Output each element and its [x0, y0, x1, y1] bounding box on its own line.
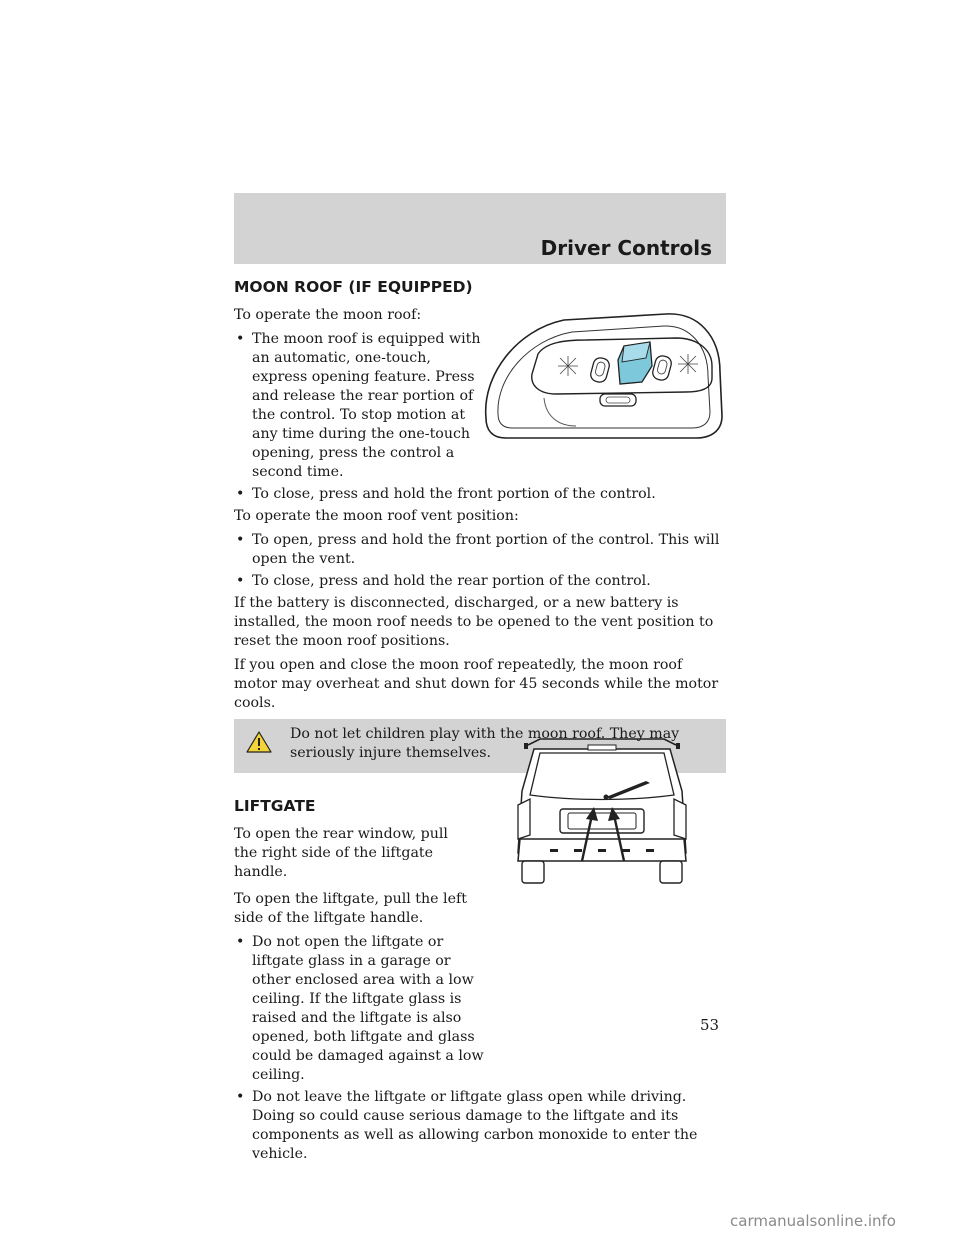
section-header-band [234, 193, 726, 264]
watermark: carmanualsonline.info [730, 1212, 896, 1230]
page-content [234, 278, 726, 1167]
overheat-paragraph: If you open and close the moon roof repeatedly, the moon roof motor may overheat and shut down for 45 seconds while the motor cools. [234, 657, 719, 711]
moon-roof-heading: MOON ROOF (IF EQUIPPED) [234, 278, 473, 296]
vent-intro: To operate the moon roof vent position: [234, 508, 519, 524]
liftgate-bullet-ceiling: • Do not open the liftgate or liftgate glass in a garage or other enclosed area with a low ceiling. If the liftgate glass is raised and the liftgate is also opened, both liftgate and glass could be damaged against a low ceiling. [234, 933, 487, 1085]
liftgate-window-paragraph: To open the rear window, pull the right side of the liftgate handle. [234, 826, 448, 880]
warning-text: Do not let children play with the moon roof. They may seriously injure themselves. [290, 726, 680, 761]
moon-roof-intro: To operate the moon roof: [234, 307, 422, 323]
battery-paragraph: If the battery is disconnected, discharged, or a new battery is installed, the moon roof needs to be opened to the vent position to reset the moon roof positions. [234, 595, 714, 649]
vent-bullet-open: • To open, press and hold the front portion of the control. This will open the vent. [234, 531, 726, 569]
liftgate-bullet-driving: • Do not leave the liftgate or liftgate glass open while driving. Doing so could cause serious damage to the liftgate and its components as well as allowing carbon monoxide to enter the vehicle. [234, 1088, 726, 1164]
page-number: 53 [700, 1016, 720, 1034]
vent-bullet-close: • To close, press and hold the rear portion of the control. [234, 572, 726, 591]
section-title: Driver Controls [540, 236, 712, 260]
liftgate-heading: LIFTGATE [234, 797, 316, 815]
moon-roof-bullet-express: • The moon roof is equipped with an automatic, one-touch, express opening feature. Press and release the rear portion of the control. To stop motion at any time during the one-touch opening, press the control a second time. [234, 330, 487, 482]
moon-roof-bullet-close: • To close, press and hold the front portion of the control. [234, 485, 726, 504]
warning-triangle-icon [246, 731, 272, 753]
liftgate-rear-view-illustration [510, 735, 694, 887]
liftgate-gate-paragraph: To open the liftgate, pull the left side of the liftgate handle. [234, 891, 467, 926]
